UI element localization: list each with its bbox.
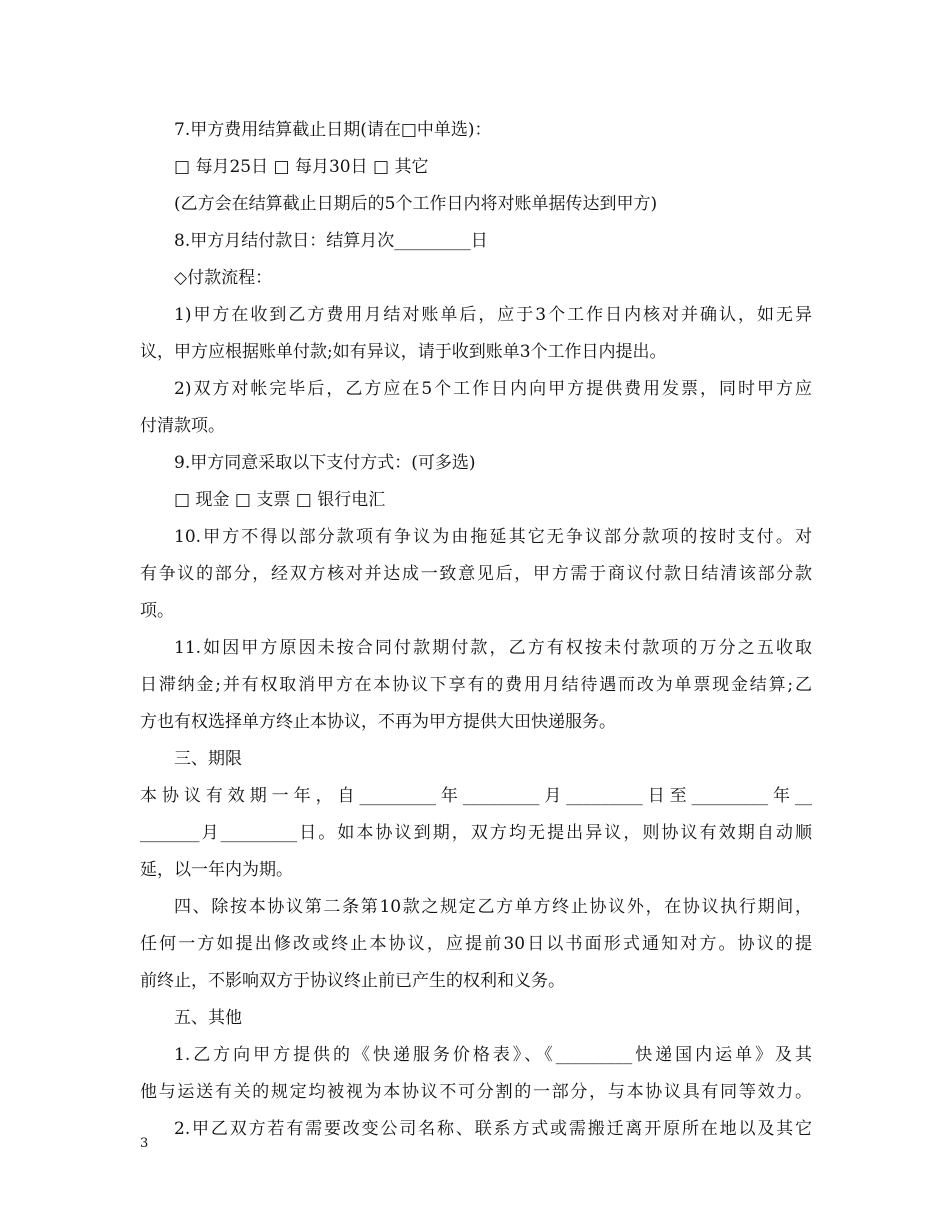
text-line: 2.甲乙双方若有需要改变公司名称、联系方式或需搬迁离开原所在地以及其它: [174, 1119, 812, 1139]
text-line: 1)甲方在收到乙方费用月结对账单后，应于3个工作日内核对并确认，如无异: [174, 305, 812, 325]
section-heading: 五、其他: [174, 1008, 242, 1028]
text-line: 本协议有效期一年，自_________年_________月_________日至_________年__: [140, 786, 812, 806]
text-line: 前终止，不影响双方于协议终止前已产生的权利和义务。: [140, 971, 565, 991]
text-line: 议，甲方应根据账单付款;如有异议，请于收到账单3个工作日内提出。: [140, 342, 667, 362]
text-line: 方也有权选择单方终止本协议，不再为甲方提供大田快递服务。: [140, 712, 616, 732]
text-line: 有争议的部分，经双方核对并达成一致意见后，甲方需于商议付款日结清该部分款: [140, 564, 812, 584]
text-line: (乙方会在结算截止日期后的5个工作日内将对账单据传达到甲方): [174, 194, 658, 214]
section-heading: 三、期限: [174, 749, 242, 769]
text-line: 9.甲方同意采取以下支付方式：(可多选): [174, 453, 476, 473]
text-line: ◇付款流程：: [174, 268, 273, 288]
text-line: 项。: [140, 601, 174, 621]
text-line: 任何一方如提出修改或终止本协议，应提前30日以书面形式通知对方。协议的提: [140, 934, 812, 954]
text-line: 8.甲方月结付款日：结算月次_________日: [174, 231, 488, 251]
text-line: 付清款项。: [140, 416, 225, 436]
text-line: 日滞纳金;并有权取消甲方在本协议下享有的费用月结待遇而改为单票现金结算;乙: [140, 675, 812, 695]
text-line: _______月_________日。如本协议到期，双方均无提出异议，则协议有效期自动顺: [140, 823, 812, 843]
text-line: □ 现金 □ 支票 □ 银行电汇: [174, 490, 386, 510]
text-line: 2)双方对帐完毕后，乙方应在5个工作日内向甲方提供费用发票，同时甲方应: [174, 379, 812, 399]
text-line: 延，以一年内为期。: [140, 860, 293, 880]
text-line: 1.乙方向甲方提供的《快递服务价格表》、《_________快递国内运单》及其: [174, 1045, 812, 1065]
page-number: 3: [140, 1136, 149, 1151]
text-line: 他与运送有关的规定均被视为本协议不可分割的一部分，与本协议具有同等效力。: [140, 1082, 812, 1102]
text-line: □ 每月25日 □ 每月30日 □ 其它: [174, 157, 429, 177]
text-line: 7.甲方费用结算截止日期(请在□中单选)：: [174, 120, 492, 140]
document-body: [140, 112, 812, 1148]
text-line: 四、除按本协议第二条第10款之规定乙方单方终止协议外，在协议执行期间，: [174, 897, 812, 917]
text-line: 10.甲方不得以部分款项有争议为由拖延其它无争议部分款项的按时支付。对: [174, 527, 812, 547]
text-line: 11.如因甲方原因未按合同付款期付款，乙方有权按未付款项的万分之五收取: [174, 638, 812, 658]
